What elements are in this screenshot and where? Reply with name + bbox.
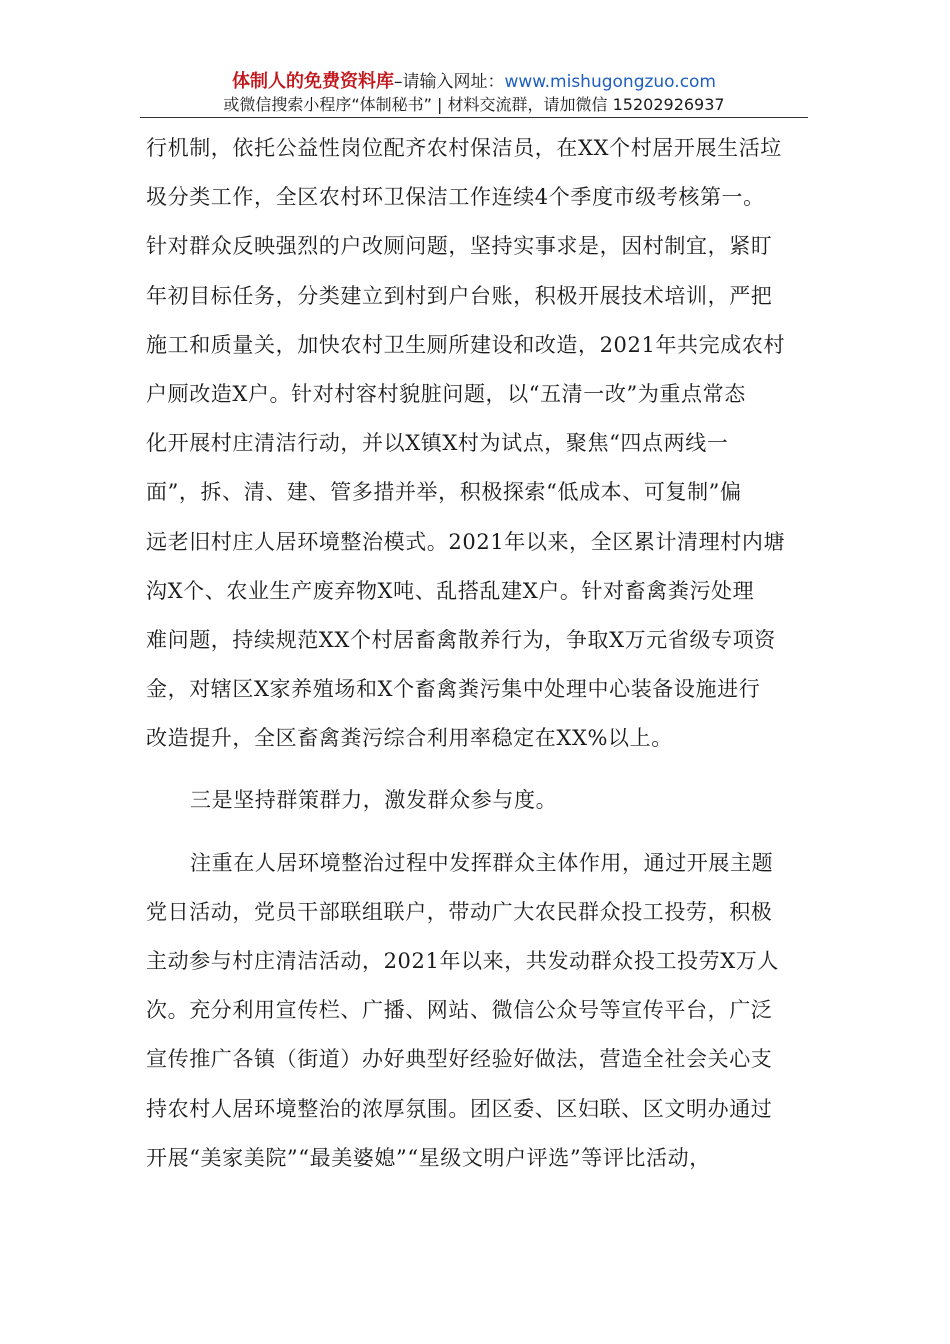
header-brand: 体制人的免费资料库 bbox=[231, 71, 394, 92]
header-site-link[interactable]: www.mishugongzuo.com bbox=[504, 72, 716, 92]
text-line: 户厕改造X户。针对村容村貌脏问题，以“五清一改”为重点常态 bbox=[146, 381, 746, 406]
paragraph-3 bbox=[146, 839, 806, 1183]
text-line: 主动参与村庄清洁活动，2021年以来，共发动群众投工投劳X万人 bbox=[146, 949, 779, 973]
text-line: 面”，拆、清、建、管多措并举，积极探索“低成本、可复制”偏 bbox=[146, 480, 742, 505]
paragraph-2-heading bbox=[146, 776, 806, 825]
header-divider bbox=[140, 117, 808, 118]
page-header bbox=[140, 70, 808, 116]
text-line: 难问题，持续规范XX个村居畜禽散养行为，争取X万元省级专项资 bbox=[146, 627, 776, 652]
section-heading: 三是坚持群策群力，激发群众参与度。 bbox=[190, 788, 558, 813]
paragraph-gap bbox=[146, 826, 806, 839]
text-line: 沟X个、农业生产废弃物X吨、乱搭乱建X户。针对畜禽粪污处理 bbox=[146, 578, 755, 603]
text-line: 针对群众反映强烈的户改厕问题，坚持实事求是，因村制宜，紧盯 bbox=[146, 234, 773, 259]
header-prompt: –请输入网址： bbox=[393, 72, 505, 92]
text-line: 持农村人居环境整治的浓厚氛围。团区委、区妇联、区文明办通过 bbox=[146, 1096, 773, 1121]
text-line: 施工和质量关，加快农村卫生厕所建设和改造，2021年共完成农村 bbox=[146, 332, 786, 357]
paragraph-1 bbox=[146, 124, 806, 763]
document-body bbox=[146, 124, 806, 1183]
text-line: 行机制，依托公益性岗位配齐农村保洁员，在XX个村居开展生活垃 bbox=[146, 136, 782, 160]
header-line-2: 或微信搜索小程序“体制秘书” | 材料交流群，请加微信 15202926937 bbox=[223, 95, 725, 114]
paragraph-gap bbox=[146, 763, 806, 776]
text-line: 宣传推广各镇（街道）办好典型好经验好做法，营造全社会关心支 bbox=[146, 1047, 773, 1072]
text-line: 远老旧村庄人居环境整治模式。2021年以来，全区累计清理村内塘 bbox=[146, 529, 786, 554]
text-line: 注重在人居环境整治过程中发挥群众主体作用，通过开展主题 bbox=[190, 850, 774, 875]
text-line: 党日活动，党员干部联组联户，带动广大农民群众投工投劳，积极 bbox=[146, 899, 773, 924]
text-line: 改造提升，全区畜禽粪污综合利用率稳定在XX%以上。 bbox=[146, 726, 673, 751]
header-line-1 bbox=[140, 70, 808, 94]
text-line: 金，对辖区X家养殖场和X个畜禽粪污集中处理中心装备设施进行 bbox=[146, 677, 761, 702]
text-line: 圾分类工作，全区农村环卫保洁工作连续4个季度市级考核第一。 bbox=[146, 185, 765, 210]
text-line: 化开展村庄清洁行动，并以X镇X村为试点，聚焦“四点两线一 bbox=[146, 431, 729, 456]
text-line: 开展“美家美院”“最美婆媳”“星级文明户评选”等评比活动， bbox=[146, 1145, 711, 1170]
text-line: 年初目标任务，分类建立到村到户台账，积极开展技术培训，严把 bbox=[146, 283, 773, 308]
text-line: 次。充分利用宣传栏、广播、网站、微信公众号等宣传平台，广泛 bbox=[146, 998, 773, 1023]
